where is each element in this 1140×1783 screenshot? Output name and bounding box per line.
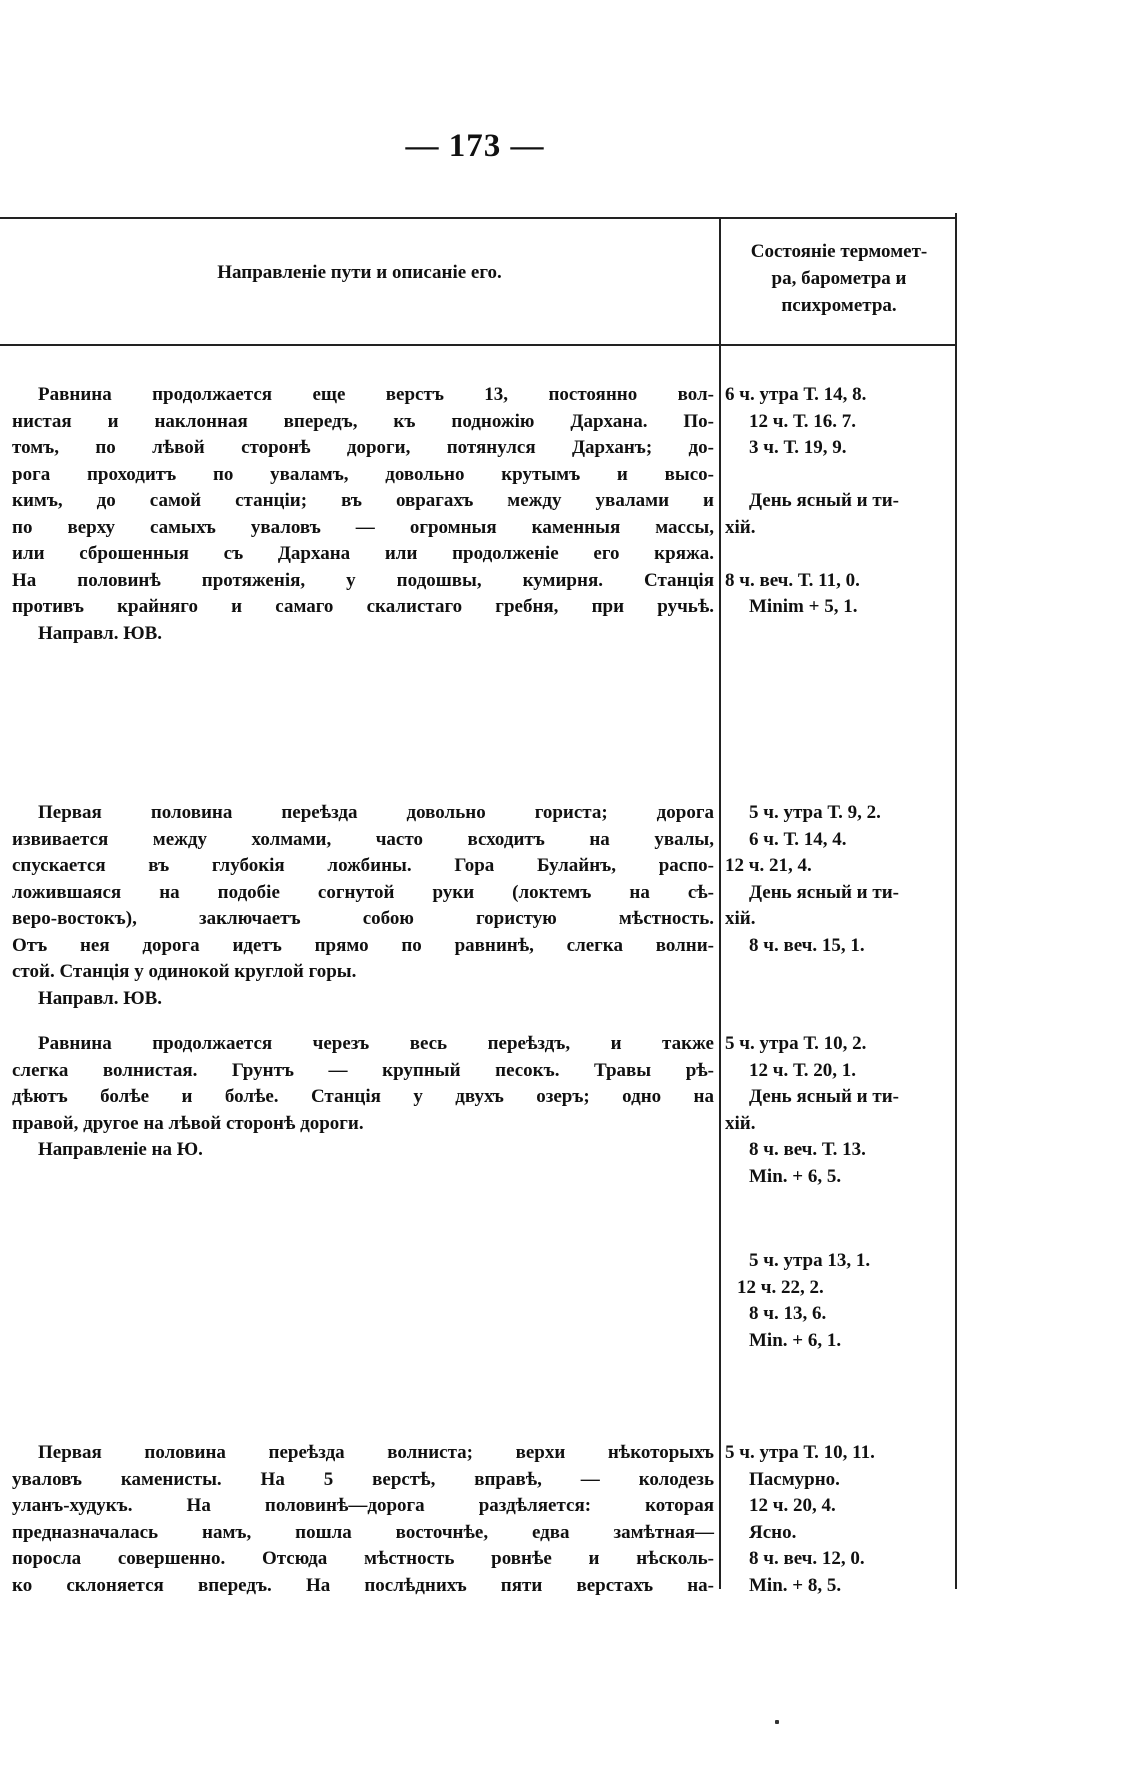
text-line: уваловъ каменисты. На 5 верстѣ, вправѣ, — колодезь (12, 1468, 714, 1490)
text-line: Равнина продолжается черезъ весь переѣздъ, и также (38, 1033, 714, 1054)
reading-line: Min. + 6, 5. (749, 1165, 842, 1187)
direction-line: Направленіе на Ю. (38, 1139, 203, 1160)
reading-line: 5 ч. утра Т. 9, 2. (749, 802, 881, 823)
reading-line: 8 ч. веч. Т. 11, 0. (725, 569, 860, 591)
entry-5-readings (725, 1440, 953, 1599)
reading-line: Пасмурно. (749, 1468, 840, 1490)
reading-line: хій. (725, 908, 756, 929)
text-line: рога проходитъ по уваламъ, довольно крутымъ и высо- (12, 463, 714, 485)
reading-line: 8 ч. 13, 6. (749, 1303, 827, 1324)
text-line: веро-востокъ), заключаетъ собою гористую мѣстность. (12, 908, 714, 929)
reading-line: Ясно. (749, 1521, 797, 1543)
entry-2-description (12, 800, 714, 1012)
text-line: Первая половина переѣзда волниста; верхи нѣкоторыхъ (38, 1442, 714, 1463)
reading-line (725, 462, 953, 489)
text-line: противъ крайняго и самаго скалистаго гребня, при ручьѣ. (12, 596, 714, 617)
reading-line: 3 ч. Т. 19, 9. (749, 437, 847, 458)
text-line: извивается между холмами, часто всходитъ на увалы, (12, 828, 714, 850)
table-header-rule (0, 344, 956, 346)
direction-line: Направл. ЮВ. (38, 622, 163, 644)
header-right-line: психрометра. (781, 295, 897, 316)
reading-line: День ясный и ти- (749, 1086, 899, 1107)
text-line: Отъ нея дорога идетъ прямо по равнинѣ, слегка волни- (12, 934, 714, 956)
text-line: правой, другое на лѣвой сторонѣ дороги. (12, 1112, 364, 1134)
text-line: ложившаяся на подобіе согнутой руки (локтемъ на сѣ- (12, 881, 714, 903)
text-line: кимъ, до самой станціи; въ оврагахъ между увалами и (12, 490, 714, 511)
entry-4-readings (725, 1248, 953, 1354)
reading-line: 12 ч. 20, 4. (749, 1495, 836, 1516)
text-line: уланъ-худукъ. На половинѣ—дорога раздѣляется: которая (12, 1495, 714, 1516)
table-right-border (955, 213, 957, 1589)
text-line: стой. Станція у одинокой круглой горы. (12, 961, 357, 982)
page-number: — 173 — (405, 128, 545, 164)
text-line: слегка волнистая. Грунтъ — крупный песокъ. Травы рѣ- (12, 1059, 714, 1081)
reading-line: День ясный и ти- (749, 490, 899, 511)
text-line: дѣютъ болѣе и болѣе. Станція у двухъ озеръ; одно на (12, 1086, 714, 1107)
reading-line: Min. + 6, 1. (749, 1329, 842, 1351)
header-route-description: Направленіе пути и описаніе его. (217, 262, 502, 283)
reading-line: Min. + 8, 5. (749, 1574, 842, 1596)
text-line: спускается въ глубокія ложбины. Гора Булайнъ, распо- (12, 855, 714, 876)
entry-1-readings (725, 382, 953, 621)
text-line: На половинѣ протяженія, у подошвы, кумирня. Станція (12, 569, 714, 591)
reading-line (725, 541, 953, 568)
reading-line: 12 ч. Т. 20, 1. (749, 1059, 856, 1081)
entry-2-readings (725, 800, 953, 959)
entry-3-readings (725, 1031, 953, 1190)
reading-line: 5 ч. утра 13, 1. (749, 1250, 871, 1271)
entry-5-description (12, 1440, 714, 1599)
reading-line: 12 ч. 21, 4. (725, 855, 812, 876)
reading-line: хій. (725, 516, 756, 538)
reading-line: День ясный и ти- (749, 881, 899, 903)
header-instrument-readings (723, 238, 955, 319)
text-line: поросла совершенно. Отсюда мѣстность ровнѣе и нѣсколь- (12, 1548, 714, 1569)
text-line: Первая половина переѣзда довольно гориста; дорога (38, 802, 714, 823)
entry-3-description (12, 1031, 714, 1164)
reading-line: 6 ч. утра Т. 14, 8. (725, 384, 867, 405)
text-line: Равнина продолжается еще верстъ 13, постоянно вол- (38, 384, 714, 405)
text-line: или сброшенныя съ Дархана или продолженіе его кряжа. (12, 543, 714, 564)
reading-line: 12 ч. 22, 2. (737, 1276, 824, 1298)
reading-line: 8 ч. веч. 12, 0. (749, 1548, 865, 1569)
text-line: предназначалась намъ, пошла восточнѣе, едва замѣтная— (12, 1521, 714, 1543)
reading-line: 8 ч. веч. 15, 1. (749, 934, 865, 956)
text-line: по верху самыхъ уваловъ — огромныя каменныя массы, (12, 516, 714, 538)
text-line: нистая и наклонная впередъ, къ подножію Дархана. По- (12, 410, 714, 432)
text-line: томъ, по лѣвой сторонѣ дороги, потянулся Дарханъ; до- (12, 437, 714, 458)
header-right-line: ра, барометра и (771, 268, 907, 289)
direction-line: Направл. ЮВ. (38, 987, 163, 1009)
table-top-rule (0, 217, 956, 219)
entry-1-description (12, 382, 714, 647)
text-line: ко склоняется впередъ. На послѣднихъ пяти верстахъ на- (12, 1574, 714, 1596)
reading-line: Minim + 5, 1. (749, 596, 858, 617)
print-speck (775, 1720, 779, 1724)
header-right-line: Состояніе термомет- (750, 241, 928, 262)
column-divider (719, 219, 721, 1589)
reading-line: 5 ч. утра Т. 10, 2. (725, 1033, 867, 1054)
reading-line: 5 ч. утра Т. 10, 11. (725, 1442, 875, 1463)
reading-line: 8 ч. веч. Т. 13. (749, 1139, 866, 1160)
reading-line: 6 ч. Т. 14, 4. (749, 828, 847, 850)
reading-line: хій. (725, 1112, 756, 1134)
reading-line: 12 ч. Т. 16. 7. (749, 410, 856, 432)
